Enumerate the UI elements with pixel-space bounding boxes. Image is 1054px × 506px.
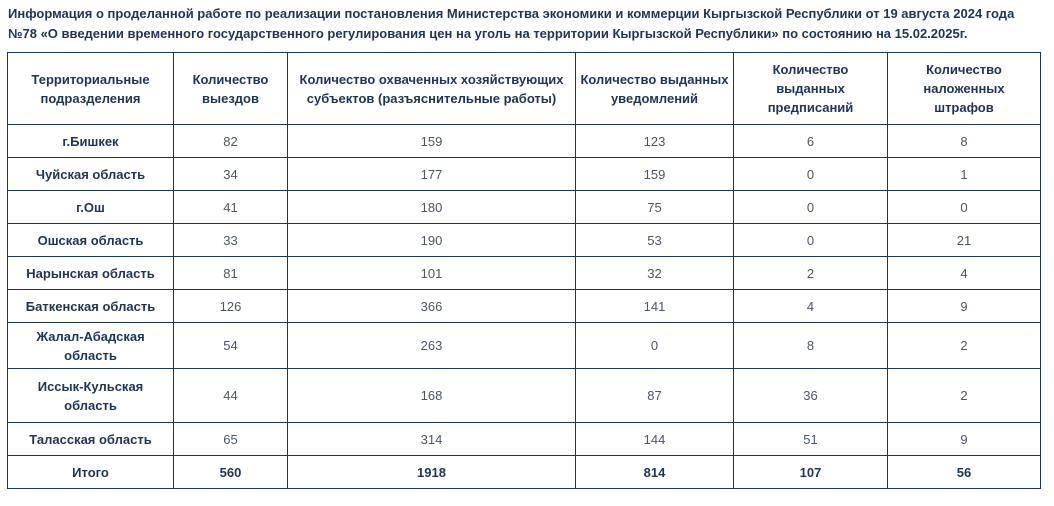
fines-cell: 8: [888, 125, 1041, 158]
visits-cell: 65: [174, 423, 288, 456]
fines-cell: 1: [888, 158, 1041, 191]
total-label: Итого: [8, 456, 174, 489]
subjects-cell: 314: [288, 423, 576, 456]
notices-cell: 75: [576, 191, 734, 224]
region-cell: Ошская область: [8, 224, 174, 257]
report-table: [7, 52, 1041, 489]
subjects-cell: 366: [288, 290, 576, 323]
fines-cell: 2: [888, 323, 1041, 369]
table-row: [8, 224, 1041, 257]
orders-cell: 6: [734, 125, 888, 158]
orders-cell: 8: [734, 323, 888, 369]
table-row: [8, 423, 1041, 456]
total-notices: 814: [576, 456, 734, 489]
total-fines: 56: [888, 456, 1041, 489]
header-visits: Количество выездов: [174, 53, 288, 125]
notices-cell: 53: [576, 224, 734, 257]
header-region: Территориальные подразделения: [8, 53, 174, 125]
subjects-cell: 190: [288, 224, 576, 257]
region-cell: Жалал-Абадская область: [8, 323, 174, 369]
fines-cell: 4: [888, 257, 1041, 290]
table-row: [8, 257, 1041, 290]
fines-cell: 21: [888, 224, 1041, 257]
notices-cell: 32: [576, 257, 734, 290]
notices-cell: 0: [576, 323, 734, 369]
page-heading: Информация о проделанной работе по реализации постановления Министерства экономики и коммерции Кыргызской Республики от 19 августа 2024 года №78 «О введении временного государственного регулирования цен на уголь на территории Кыргызской Республики» по состоянию на 15.02.2025г.: [8, 6, 1015, 41]
visits-cell: 41: [174, 191, 288, 224]
region-cell: Иссык-Кульская область: [8, 369, 174, 423]
table-row: [8, 323, 1041, 369]
region-cell: Чуйская область: [8, 158, 174, 191]
notices-cell: 123: [576, 125, 734, 158]
total-subjects: 1918: [288, 456, 576, 489]
header-subjects: Количество охваченных хозяйствующих субъектов (разъяснительные работы): [288, 53, 576, 125]
orders-cell: 51: [734, 423, 888, 456]
subjects-cell: 263: [288, 323, 576, 369]
visits-cell: 81: [174, 257, 288, 290]
orders-cell: 36: [734, 369, 888, 423]
header-row: [8, 53, 1041, 125]
table-row: [8, 125, 1041, 158]
subjects-cell: 177: [288, 158, 576, 191]
table-row: [8, 158, 1041, 191]
total-row: [8, 456, 1041, 489]
orders-cell: 0: [734, 191, 888, 224]
visits-cell: 44: [174, 369, 288, 423]
fines-cell: 9: [888, 423, 1041, 456]
subjects-cell: 168: [288, 369, 576, 423]
visits-cell: 33: [174, 224, 288, 257]
header-orders: Количество выданных предписаний: [734, 53, 888, 125]
orders-cell: 0: [734, 224, 888, 257]
region-cell: г.Ош: [8, 191, 174, 224]
fines-cell: 2: [888, 369, 1041, 423]
fines-cell: 0: [888, 191, 1041, 224]
header-fines: Количество наложенных штрафов: [888, 53, 1041, 125]
subjects-cell: 101: [288, 257, 576, 290]
orders-cell: 2: [734, 257, 888, 290]
visits-cell: 34: [174, 158, 288, 191]
total-visits: 560: [174, 456, 288, 489]
region-cell: Нарынская область: [8, 257, 174, 290]
notices-cell: 141: [576, 290, 734, 323]
header-notices: Количество выданных уведомлений: [576, 53, 734, 125]
region-cell: г.Бишкек: [8, 125, 174, 158]
notices-cell: 144: [576, 423, 734, 456]
visits-cell: 82: [174, 125, 288, 158]
orders-cell: 0: [734, 158, 888, 191]
notices-cell: 87: [576, 369, 734, 423]
subjects-cell: 180: [288, 191, 576, 224]
subjects-cell: 159: [288, 125, 576, 158]
region-cell: Таласская область: [8, 423, 174, 456]
table-row: [8, 191, 1041, 224]
notices-cell: 159: [576, 158, 734, 191]
visits-cell: 54: [174, 323, 288, 369]
total-orders: 107: [734, 456, 888, 489]
visits-cell: 126: [174, 290, 288, 323]
region-cell: Баткенская область: [8, 290, 174, 323]
table-row: [8, 369, 1041, 423]
table-row: [8, 290, 1041, 323]
fines-cell: 9: [888, 290, 1041, 323]
orders-cell: 4: [734, 290, 888, 323]
